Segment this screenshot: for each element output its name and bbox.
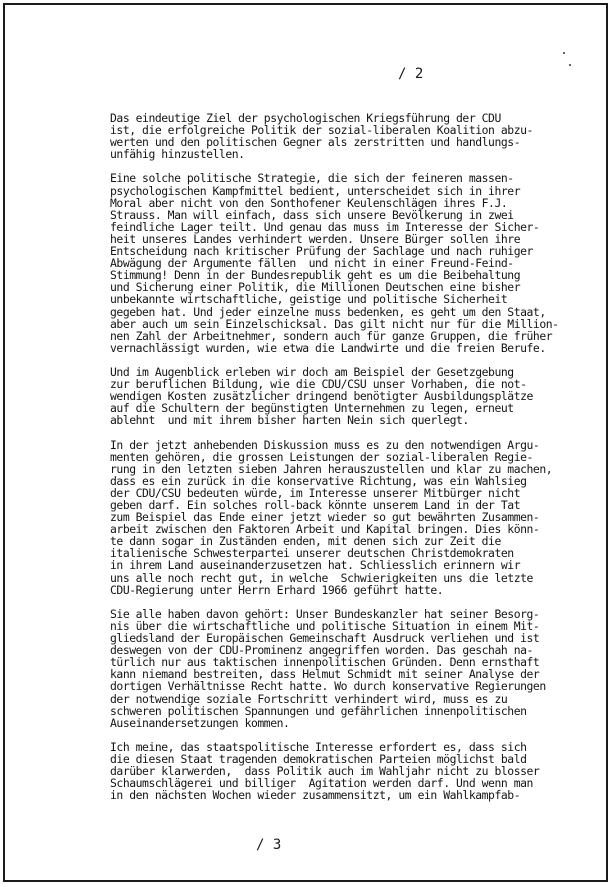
text-line: menten gehören, die grossen Leistungen der sozial-liberalen Regie-	[110, 449, 533, 464]
text-line: kann niemand bestreiten, dass Helmut Schmidt mit seiner Analyse der	[110, 667, 540, 682]
text-line: Auseinandersetzungen kommen.	[110, 715, 290, 730]
text-line: Sie alle haben davon gehört: Unser Bundeskanzler hat seiner Besorg-	[110, 606, 540, 621]
text-line: Und im Augenblick erleben wir doch am Beispiel der Gesetzgebung	[110, 364, 514, 379]
paragraph	[110, 172, 610, 353]
text-line: die diesen Staat tragenden demokratischen Parteien möglichst bald	[110, 751, 527, 766]
scan-speck	[569, 64, 571, 66]
text-line: vernachlässigt wurden, wie etwa die Landwirte und die freien Berufe.	[110, 340, 546, 355]
text-line: italienische Schwesterpartei unserer deutschen Christdemokraten	[110, 546, 514, 561]
text-line: und Sicherung einer Politik, die Millionen Deutschen eine bisher	[110, 280, 521, 295]
text-line: CDU-Regierung unter Herrn Erhard 1966 geführt hatte.	[110, 582, 444, 597]
page-marker-bottom: / 3	[256, 837, 282, 853]
text-line: in ihrem Land auseinanderzusetzen hat. Schliesslich erinnern wir	[110, 558, 521, 573]
text-line: Stimmung! Denn in der Bundesrepublik geht es um die Beibehaltung	[110, 268, 521, 283]
text-line: zur beruflichen Bildung, wie die CDU/CSU unser Vorhaben, die not-	[110, 377, 527, 392]
text-line: darüber klarwerden, dass Politik auch im Wahljahr nicht zu blosser	[110, 764, 540, 779]
text-line: werten und den politischen Gegner als zerstritten und handlungs-	[110, 135, 521, 150]
text-line: Eine solche politische Strategie, die sich der feineren massen-	[110, 171, 514, 186]
text-line: gliedsland der Europäischen Gemeinschaft Ausdruck verliehen und ist	[110, 631, 540, 646]
text-line: zum Beispiel das Ende einer jetzt wieder so gut bewährten Zusammen-	[110, 510, 540, 525]
text-line: unfähig hinzustellen.	[110, 147, 245, 162]
text-line: feindliche Lager teilt. Und genau das muss im Interesse der Sicher-	[110, 219, 540, 234]
text-line: nen Zahl der Arbeitnehmer, sondern auch für ganze Gruppen, die früher	[110, 328, 553, 343]
text-line: auf die Schultern der begünstigten Unternehmen zu legen, erneut	[110, 401, 514, 416]
text-line: in den nächsten Wochen wieder zusammensitzt, um ein Wahlkampfab-	[110, 788, 521, 803]
text-line: ablehnt und mit ihrem bisher harten Nein sich querlegt.	[110, 413, 469, 428]
text-line: Moral aber nicht von den Sonthofener Keulenschlägen ihres F.J.	[110, 195, 508, 210]
text-line: ist, die erfolgreiche Politik der sozial-liberalen Koalition abzu-	[110, 123, 533, 138]
text-line: unbekannte wirtschaftliche, geistige und politische Sicherheit	[110, 292, 508, 307]
text-line: wendigen Kosten zusätzlicher dringend benötigter Ausbildungsplätze	[110, 389, 533, 404]
paragraph	[110, 608, 610, 729]
text-line: Schaumschlägerei und billiger Agitation werden darf. Und wenn man	[110, 776, 533, 791]
text-line: schweren politischen Spannungen und gefährlichen innenpolitischen	[110, 703, 527, 718]
page-marker-top: / 2	[398, 66, 424, 82]
text-line: geben darf. Ein solches roll-back könnte unserem Land in der Tat	[110, 498, 521, 512]
text-line: Strauss. Man will einfach, dass sich unsere Bevölkerung in zwei	[110, 207, 514, 222]
paragraph	[110, 366, 610, 426]
text-line: der CDU/CSU bedeuten würde, im Interesse unserer Mitbürger nicht	[110, 485, 521, 500]
text-line: Ich meine, das staatspolitische Interesse erfordert es, dass sich	[110, 739, 527, 754]
text-line: psychologischen Kampfmittel bedient, unterscheidet sich in ihrer	[110, 183, 521, 198]
paragraph	[110, 112, 610, 160]
text-line: deswegen von der CDU-Prominenz angegriffen worden. Das geschah na-	[110, 643, 533, 658]
text-line: türlich nur aus taktischen innenpolitischen Gründen. Denn ernsthaft	[110, 655, 540, 670]
text-line: In der jetzt anhebenden Diskussion muss es zu den notwendigen Argu-	[110, 437, 540, 452]
text-line: rung in den letzten sieben Jahren herauszustellen und klar zu machen,	[110, 461, 553, 476]
scan-speck	[563, 52, 565, 54]
text-line: Das eindeutige Ziel der psychologischen Kriegsführung der CDU	[110, 111, 501, 125]
text-line: dortigen Verhältnisse Recht hatte. Wo durch konservative Regierungen	[110, 679, 546, 694]
text-line: gegeben hat. Und jeder einzelne muss bedenken, es geht um den Staat,	[110, 304, 546, 319]
text-line: der notwendige soziale Fortschritt verhindert wird, muss es zu	[110, 691, 508, 706]
text-line: dass es ein zurück in die konservative Richtung, was ein Wahlsieg	[110, 473, 527, 488]
text-line: nis über die wirtschaftliche und politische Situation in einem Mit-	[110, 618, 540, 633]
text-line: uns alle noch recht gut, in welche Schwierigkeiten uns die letzte	[110, 570, 533, 585]
text-line: Abwägung der Argumente fällen und nicht in einer Freund-Feind-	[110, 256, 514, 271]
paragraph	[110, 439, 610, 596]
text-line: Entscheidung nach kritischer Prüfung der Sachlage und nach ruhiger	[110, 244, 533, 259]
text-line: heit unseres Landes verhindert werden. Unsere Bürger sollen ihre	[110, 231, 521, 246]
typewritten-body	[110, 112, 610, 813]
text-line: te dann sogar in Zuständen enden, mit denen sich zur Zeit die	[110, 534, 501, 549]
paragraph	[110, 741, 610, 801]
text-line: aber auch um sein Einzelschicksal. Das gilt nicht nur für die Million-	[110, 316, 559, 331]
text-line: arbeit zwischen den Faktoren Arbeit und Kapital bringen. Dies könn-	[110, 522, 540, 537]
